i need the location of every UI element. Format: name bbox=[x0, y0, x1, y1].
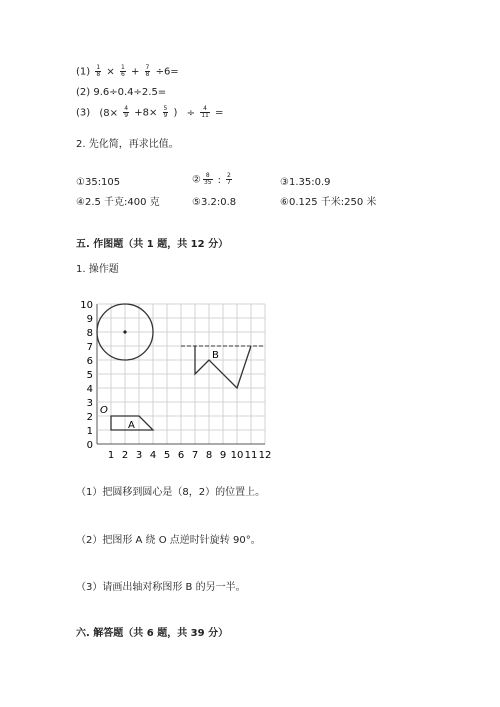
section-2-title: 2. 先化简，再求比值。 bbox=[76, 139, 179, 150]
axis-labels bbox=[80, 300, 271, 461]
x-tick-label: 11 bbox=[244, 450, 258, 461]
problem-1 bbox=[76, 65, 179, 79]
problem-3-mid: +8× bbox=[134, 107, 158, 119]
section-5-subheading: 1. 操作题 bbox=[76, 264, 119, 275]
problem-1-prefix: (1) bbox=[76, 66, 91, 78]
x-tick-label: 6 bbox=[177, 450, 185, 461]
fraction-4-11: $\frac{4}{11}$ bbox=[201, 105, 209, 119]
x-tick-label: 12 bbox=[258, 450, 272, 461]
x-tick-label: 8 bbox=[205, 450, 213, 461]
problem-3-prefix: (3) bbox=[76, 107, 91, 119]
circle-center-dot bbox=[123, 330, 126, 333]
section-6-heading: 六. 解答题（共 6 题，共 39 分） bbox=[76, 628, 229, 639]
fraction-7-8: $\frac{7}{8}$ bbox=[145, 64, 150, 78]
y-tick-label: 5 bbox=[86, 370, 93, 381]
grid-lines bbox=[97, 304, 265, 444]
problem-3-open: (8× bbox=[99, 107, 119, 119]
shape-a-label: A bbox=[128, 420, 135, 431]
ratio-item-5: ⑤3.2:0.8 bbox=[192, 197, 237, 208]
y-tick-label: 0 bbox=[86, 440, 93, 451]
ratio-item-3: ③1.35:0.9 bbox=[280, 177, 331, 188]
y-tick-label: 6 bbox=[86, 356, 93, 367]
problem-1-tail: ÷6= bbox=[155, 66, 179, 78]
y-tick-label: 7 bbox=[86, 342, 93, 353]
x-tick-label: 9 bbox=[219, 450, 227, 461]
fraction-4-9: $\frac{4}{9}$ bbox=[124, 105, 129, 119]
x-tick-label: 2 bbox=[121, 450, 129, 461]
fraction-1-8: $\frac{1}{8}$ bbox=[96, 64, 101, 78]
x-tick-label: 3 bbox=[135, 450, 143, 461]
fraction-2-7: $\frac{2}{7}$ bbox=[226, 172, 231, 186]
task-2: （2）把图形 A 绕 O 点逆时针旋转 90°。 bbox=[76, 535, 261, 546]
times-operator: × bbox=[106, 66, 115, 78]
plus-operator: + bbox=[130, 66, 140, 78]
fraction-1-6: $\frac{1}{6}$ bbox=[120, 64, 125, 78]
x-tick-label: 10 bbox=[230, 450, 244, 461]
y-tick-label: 2 bbox=[86, 412, 93, 423]
coordinate-grid-figure bbox=[80, 298, 280, 463]
shape-b-label: B bbox=[212, 350, 219, 361]
x-tick-label: 1 bbox=[107, 450, 115, 461]
origin-o-label: O bbox=[100, 405, 108, 416]
ratio-item-6: ⑥0.125 千米:250 米 bbox=[280, 197, 377, 208]
ratio-item-2: ② $\frac{8}{35}$ : $\frac{2}{7}$ bbox=[192, 172, 231, 186]
problem-3-close: ) bbox=[173, 107, 178, 119]
task-3: （3）请画出轴对称图形 B 的另一半。 bbox=[76, 582, 246, 593]
ratio-item-4: ④2.5 千克:400 克 bbox=[76, 197, 160, 208]
ratio-item-1: ①35:105 bbox=[76, 177, 121, 188]
y-tick-label: 4 bbox=[86, 384, 93, 395]
y-tick-label: 1 bbox=[86, 426, 93, 437]
x-tick-label: 4 bbox=[149, 450, 157, 461]
fraction-5-9: $\frac{5}{9}$ bbox=[163, 105, 168, 119]
divide-operator: ÷ bbox=[186, 107, 196, 119]
section-5-heading: 五. 作图题（共 1 题，共 12 分） bbox=[76, 239, 229, 250]
y-tick-label: 3 bbox=[86, 398, 93, 409]
problem-2: (2) 9.6÷0.4÷2.5= bbox=[76, 87, 167, 98]
task-1: （1）把圆移到圆心是（8，2）的位置上。 bbox=[76, 487, 266, 498]
y-tick-label: 10 bbox=[80, 300, 93, 311]
problem-3 bbox=[76, 106, 223, 120]
fraction-8-35: $\frac{8}{35}$ bbox=[203, 172, 212, 186]
y-tick-label: 9 bbox=[86, 314, 93, 325]
x-tick-label: 5 bbox=[163, 450, 171, 461]
y-tick-label: 8 bbox=[86, 328, 93, 339]
x-tick-label: 7 bbox=[191, 450, 199, 461]
problem-3-tail: = bbox=[215, 107, 224, 119]
